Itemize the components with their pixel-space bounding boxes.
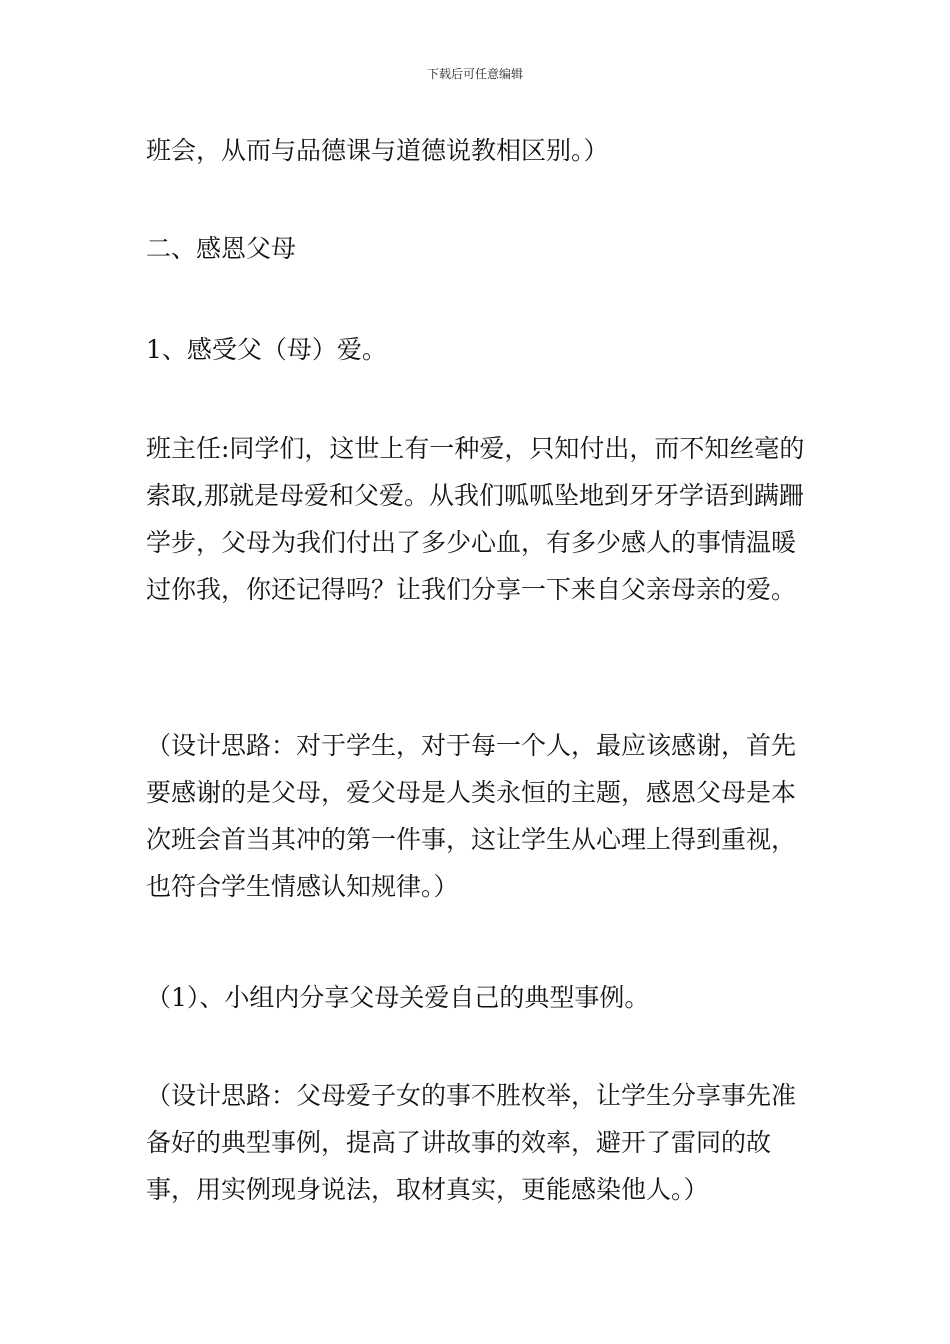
paragraph-design-note: （设计思路：对于学生，对于每一个人，最应该感谢，首先要感谢的是父母，爱父母是人类永恒的主题，感恩父母是本次班会首当其冲的第一件事，这让学生从心理上得到重视，也符合学生情感认知规律。）: [146, 731, 797, 901]
paragraph-teacher-speech: 班主任:同学们，这世上有一种爱，只知付出，而不知丝毫的索取,那就是母爱和父爱。从我们呱呱坠地到牙牙学语到蹒跚学步，父母为我们付出了多少心血，有多少感人的事情温暖过你我，你还记得吗？让我们分享一下来自父亲母亲的爱。: [146, 434, 805, 604]
paragraph-design-note: （设计思路：父母爱子女的事不胜枚举，让学生分享事先准备好的典型事例，提高了讲故事的效率，避开了雷同的故事，用实例现身说法，取材真实，更能感染他人。）: [146, 1081, 797, 1204]
page-header: 下载后可任意编辑: [426, 67, 523, 81]
section-heading: 二、感恩父母: [146, 234, 297, 263]
paragraph-continuation: 班会，从而与品德课与道德说教相区别。）: [146, 136, 609, 165]
list-item-heading: （1）、小组内分享父母关爱自己的典型事例。: [146, 983, 650, 1012]
subsection-heading: 1、感受父（母）爱。: [146, 335, 387, 364]
